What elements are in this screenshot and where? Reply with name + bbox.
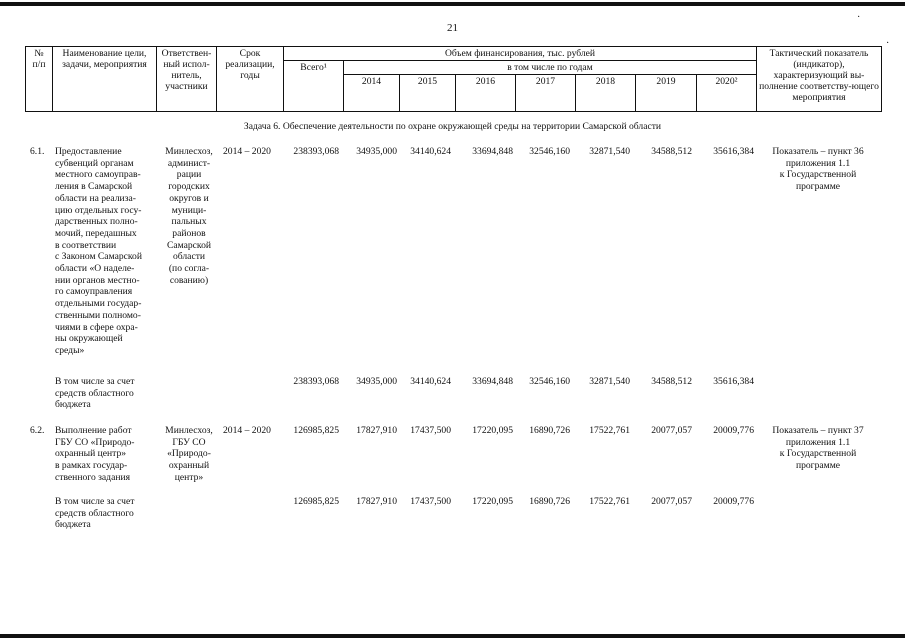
year-header: 2016 [456,75,516,112]
row-year-value: 33694,848 [472,376,513,387]
row-year-value: 34140,624 [410,146,451,157]
row-total: 126985,825 [293,496,339,507]
year-header: 2015 [400,75,456,112]
year-header: 2017 [516,75,576,112]
col-term-header: Срок реализации, годы [217,47,284,112]
year-header: 2019 [636,75,697,112]
row-year-value: 17522,761 [589,496,630,507]
task-title: Задача 6. Обеспечение деятельности по охране окружающей среды на территории Самарской области [243,121,662,132]
col-indicator-header: Тактический показатель (индикатор), характеризующий вы-полнение соответству-ющего мероприятия [757,47,882,112]
row-year-value: 16890,726 [529,425,570,436]
row-year-value: 33694,848 [472,146,513,157]
row-year-value: 34588,512 [651,146,692,157]
year-header: 2018 [576,75,636,112]
row-year-value: 34588,512 [651,376,692,387]
row-year-value: 17437,500 [410,425,451,436]
col-total-header: Всего¹ [284,61,344,112]
scan-speck: · [857,12,861,23]
row-year-value: 34140,624 [410,376,451,387]
year-header: 2020² [697,75,757,112]
row-year-value: 35616,384 [713,146,754,157]
row-year-value: 34935,000 [356,146,397,157]
row-term: 2014 – 2020 [223,146,271,157]
row-responsible: Минлесхоз, ГБУ СО «Природо- охранный центр» [165,425,213,483]
bottom-rule [0,634,905,638]
row-year-value: 17522,761 [589,425,630,436]
row-name: Предоставление субвенций органам местного самоуправ- ления в Самарской области на реализа- цию отдельных госу- дарственных полно- мочий, передашных в соответствии с Законом Самарской области «О наделе- нии органов местно- го самоуправления отдельными государ- ственными полномо- чиями в сфере охра- ны окружающей среды» [55,146,142,356]
row-year-value: 17220,095 [472,496,513,507]
row-number: 6.2. [30,425,45,436]
row-indicator: Показатель – пункт 36 приложения 1.1 к Государственной программе [772,146,864,193]
row-year-value: 17827,910 [356,425,397,436]
top-rule [0,2,905,6]
page-number: 21 [447,22,458,34]
col-by-years-header: в том числе по годам [344,61,757,75]
row-year-value: 32546,160 [529,376,570,387]
row-indicator: Показатель – пункт 37 приложения 1.1 к Государственной программе [772,425,864,472]
col-volume-header: Объем финансирования, тыс. рублей [284,47,757,61]
row-total: 238393,068 [293,146,339,157]
row-name: Выполнение работ ГБУ СО «Природо- охранный центр» в рамках государ- ственного задания [55,425,135,483]
row-year-value: 32871,540 [589,146,630,157]
row-year-value: 16890,726 [529,496,570,507]
row-year-value: 35616,384 [713,376,754,387]
row-year-value: 34935,000 [356,376,397,387]
col-responsible-header: Ответствен-ный испол-нитель, участники [157,47,217,112]
year-header: 2014 [344,75,400,112]
row-year-value: 20077,057 [651,496,692,507]
row-responsible: Минлесхоз, админист- рации городских округов и муници- пальных районов Самарской области (по согла- сованию) [165,146,213,286]
col-name-header: Наименование цели, задачи, мероприятия [53,47,157,112]
row-year-value: 17827,910 [356,496,397,507]
row-year-value: 20009,776 [713,425,754,436]
row-total: 126985,825 [293,425,339,436]
row-term: 2014 – 2020 [223,425,271,436]
col-num-header: № п/п [26,47,53,112]
row-year-value: 20077,057 [651,425,692,436]
row-year-value: 17437,500 [410,496,451,507]
scan-speck: · [886,38,890,49]
row-year-value: 32546,160 [529,146,570,157]
row-year-value: 32871,540 [589,376,630,387]
header-table [25,46,882,112]
row-year-value: 20009,776 [713,496,754,507]
row-name: В том числе за счет средств областного бюджета [55,376,135,411]
row-number: 6.1. [30,146,45,157]
row-total: 238393,068 [293,376,339,387]
row-year-value: 17220,095 [472,425,513,436]
row-name: В том числе за счет средств областного бюджета [55,496,135,531]
